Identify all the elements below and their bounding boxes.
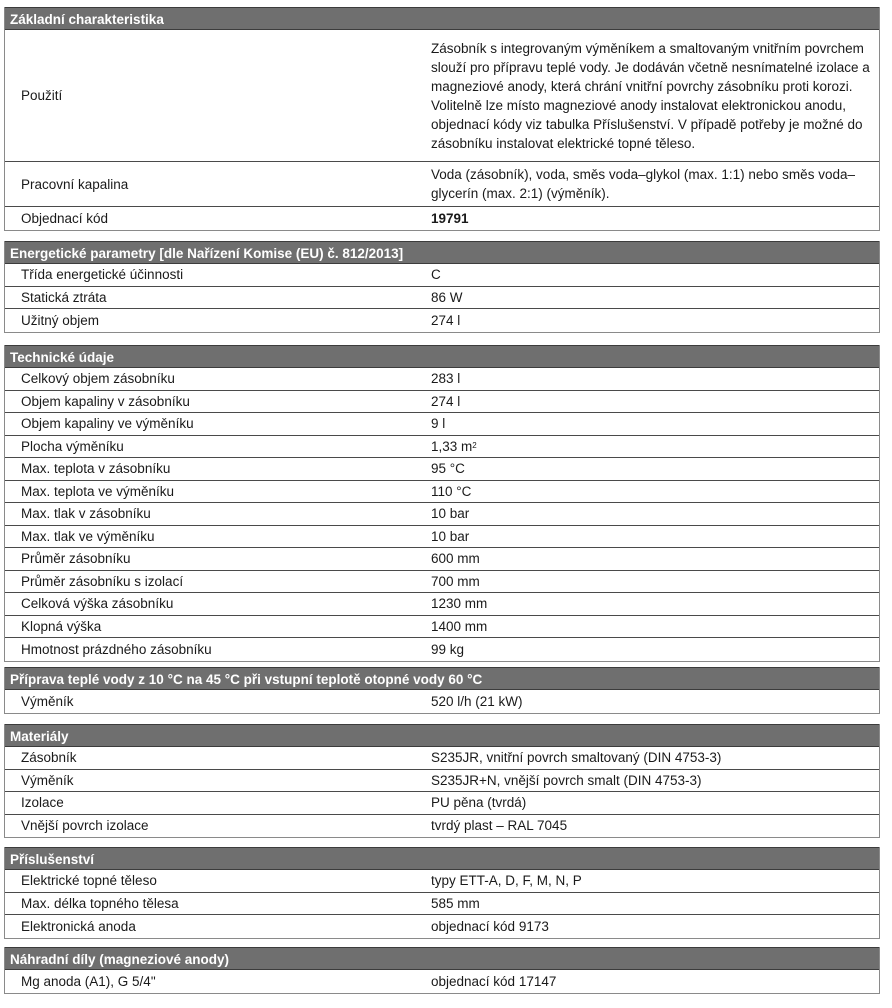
row-label: Celková výška zásobníku (21, 596, 174, 612)
row-label: Celkový objem zásobníku (21, 371, 175, 387)
table-row (5, 526, 879, 549)
section-header: Materiály (5, 724, 879, 747)
row-label: Max. teplota v zásobníku (21, 461, 171, 477)
row-value: S235JR, vnitřní povrch smaltovaný (DIN 4753-3) (431, 750, 722, 766)
table-row (5, 690, 879, 713)
row-label: Klopná výška (21, 618, 102, 634)
row-value: 1400 mm (431, 618, 488, 634)
section-hot-water-preparation (4, 667, 880, 714)
row-label: Izolace (21, 795, 64, 811)
row-value: 9 l (431, 416, 446, 432)
row-label: Pracovní kapalina (21, 176, 129, 192)
row-label: Objednací kód (21, 210, 109, 226)
row-label: Zásobník (21, 750, 77, 766)
table-row (5, 792, 879, 815)
row-value: 10 bar (431, 528, 470, 544)
section-header: Příslušenství (5, 847, 879, 870)
row-label: Objem kapaliny ve výměníku (21, 416, 194, 432)
table-row (5, 207, 879, 230)
row-label: Max. tlak ve výměníku (21, 528, 155, 544)
row-label: Průměr zásobníku (21, 551, 131, 567)
row-label: Výměník (21, 772, 74, 788)
table-row (5, 593, 879, 616)
row-label: Použití (21, 88, 63, 103)
row-label: Elektrické topné těleso (21, 873, 157, 889)
row-value: 1230 mm (431, 596, 488, 612)
table-row (5, 30, 879, 162)
row-value: 283 l (431, 371, 461, 387)
section-energy-parameters (4, 241, 880, 333)
row-value: 95 °C (431, 461, 465, 477)
row-value: Zásobník s integrovaným výměníkem a smaltovaným vnitřním povrchem slouží pro přípravu teplé vody. Je dodáván včetně nesnímatelné izolace a magneziové anody, která chrání vnitřní povrchy zásobníku proti korozi. Volitelně lze místo magneziové anody instalovat elektronickou anodu, objednací kódy viz tabulka Příslušenství. V případě potřeby je možné do zásobníku instalovat elektrické topné těleso. (431, 40, 870, 151)
section-header: Energetické parametry [dle Nařízení Komise (EU) č. 812/2013] (5, 241, 879, 264)
table-row (5, 616, 879, 639)
row-value: typy ETT-A, D, F, M, N, P (431, 873, 582, 889)
row-value: 110 °C (431, 483, 472, 499)
row-value: 99 kg (431, 641, 465, 657)
row-value: S235JR+N, vnější povrch smalt (DIN 4753-3) (431, 772, 702, 788)
table-row (5, 391, 879, 414)
section-materials (4, 724, 880, 838)
table-row (5, 870, 879, 893)
row-label: Max. teplota ve výměníku (21, 483, 175, 499)
table-row (5, 436, 879, 459)
section-header: Náhradní díly (magneziové anody) (5, 947, 879, 970)
section-header: Technické údaje (5, 345, 879, 368)
table-row (5, 638, 879, 661)
row-label: Statická ztráta (21, 289, 107, 305)
table-row (5, 264, 879, 287)
row-value: 700 mm (431, 573, 480, 589)
table-row (5, 162, 879, 207)
row-value: objednací kód 17147 (431, 973, 557, 989)
row-value: Voda (zásobník), voda, směs voda–glykol (max. 1:1) nebo směs voda–glycerín (max. 2:1) (výměník). (431, 167, 855, 201)
table-row (5, 970, 879, 993)
row-value: 600 mm (431, 551, 480, 567)
section-accessories (4, 847, 880, 939)
row-label: Objem kapaliny v zásobníku (21, 393, 190, 409)
table-row (5, 458, 879, 481)
table-row (5, 893, 879, 916)
row-value: 520 l/h (21 kW) (431, 693, 523, 709)
table-row (5, 815, 879, 838)
table-row (5, 413, 879, 436)
row-label: Výměník (21, 693, 74, 709)
row-label: Max. délka topného tělesa (21, 895, 179, 911)
section-basic-characteristics (4, 7, 880, 231)
row-label: Třída energetické účinnosti (21, 267, 184, 283)
row-label: Plocha výměníku (21, 438, 124, 454)
table-row (5, 571, 879, 594)
row-value: tvrdý plast – RAL 7045 (431, 818, 568, 834)
section-spare-parts (4, 947, 880, 994)
row-value: 1,33 m 2 (431, 438, 477, 454)
row-label: Mg anoda (A1), G 5/4" (21, 973, 156, 989)
section-header: Příprava teplé vody z 10 °C na 45 °C při vstupní teplotě otopné vody 60 °C (5, 667, 879, 690)
row-value: 10 bar (431, 506, 470, 522)
row-value: C (431, 267, 441, 283)
area-value: 1,33 m (431, 438, 473, 454)
row-value: objednací kód 9173 (431, 918, 549, 934)
row-label: Max. tlak v zásobníku (21, 506, 151, 522)
order-code-value: 19791 (431, 210, 469, 226)
table-row (5, 770, 879, 793)
row-value: 86 W (431, 289, 463, 305)
table-row (5, 368, 879, 391)
row-label: Hmotnost prázdného zásobníku (21, 641, 212, 657)
row-label: Průměr zásobníku s izolací (21, 573, 184, 589)
table-row (5, 915, 879, 938)
row-value: 585 mm (431, 895, 480, 911)
row-label: Vnější povrch izolace (21, 818, 149, 834)
row-value: 274 l (431, 393, 461, 409)
section-header: Základní charakteristika (5, 7, 879, 30)
table-row (5, 309, 879, 332)
table-row (5, 481, 879, 504)
section-technical-data (4, 345, 880, 662)
row-value: PU pěna (tvrdá) (431, 795, 527, 811)
row-label: Užitný objem (21, 312, 100, 328)
table-row (5, 287, 879, 310)
row-label: Elektronická anoda (21, 918, 136, 934)
row-value: 274 l (431, 312, 461, 328)
table-row (5, 548, 879, 571)
table-row (5, 503, 879, 526)
table-row (5, 747, 879, 770)
